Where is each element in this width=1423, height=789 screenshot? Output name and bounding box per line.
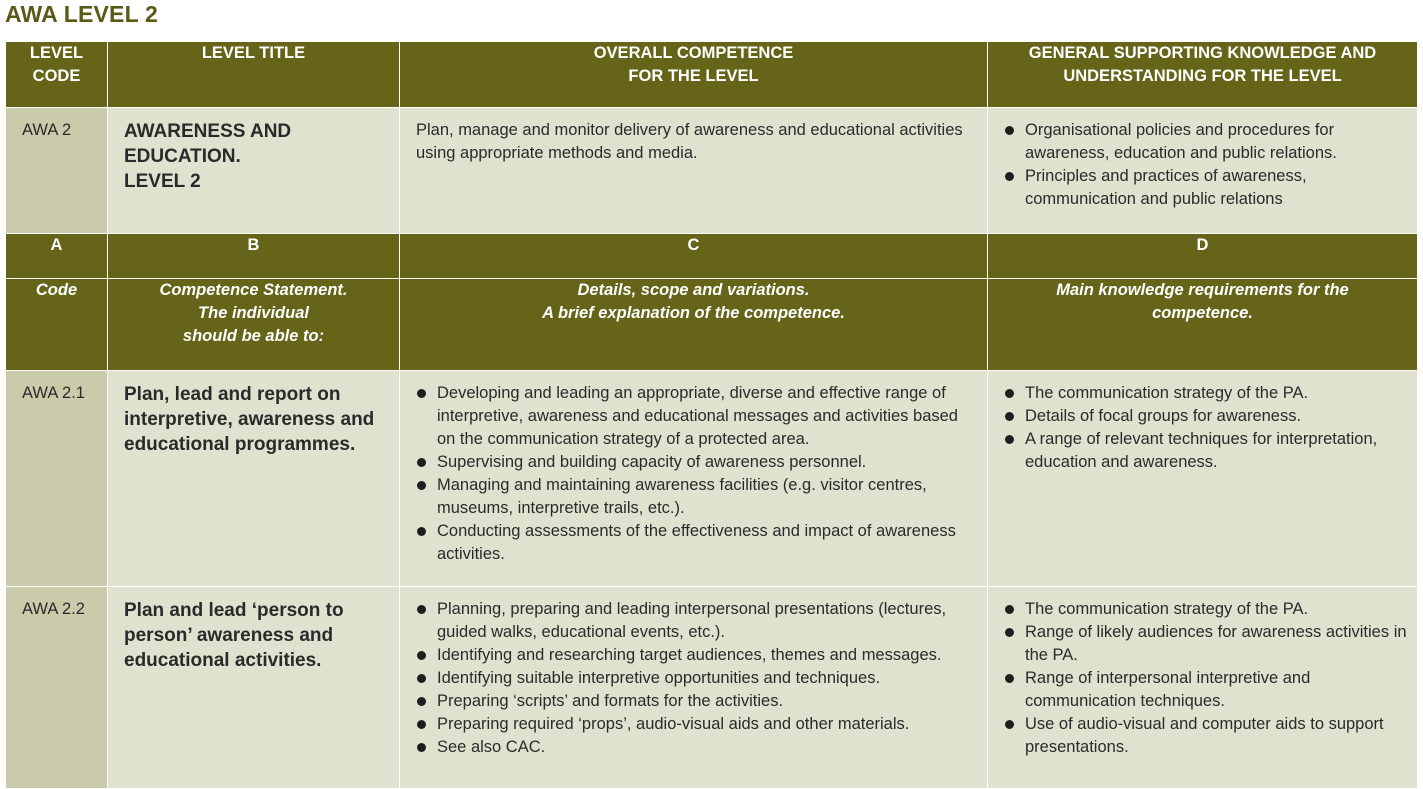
list-item: Range of likely audiences for awareness activities in the PA.: [1004, 621, 1407, 667]
sub-header-competence-statement: Competence Statement. The individual should be able to:: [108, 279, 400, 371]
list-item: Supervising and building capacity of awareness personnel.: [416, 451, 977, 474]
sub-header-details: Details, scope and variations. A brief explanation of the competence.: [400, 279, 988, 371]
column-letter-d: D: [988, 234, 1418, 279]
list-item: The communication strategy of the PA.: [1004, 382, 1407, 405]
row-details-cell: [400, 371, 988, 587]
list-item: Principles and practices of awareness, communication and public relations: [1004, 165, 1407, 211]
row-code-cell: AWA 2.2: [6, 587, 108, 789]
competence-table: [5, 41, 1418, 789]
list-item: Preparing ‘scripts’ and formats for the activities.: [416, 690, 977, 713]
list-item: Planning, preparing and leading interpersonal presentations (lectures, guided walks, educational events, etc.).: [416, 598, 977, 644]
list-item: Details of focal groups for awareness.: [1004, 405, 1407, 428]
table-row: [6, 371, 1418, 587]
header-level-title: LEVEL TITLE: [108, 42, 400, 108]
list-item: Managing and maintaining awareness facilities (e.g. visitor centres, museums, interpretive trails, etc.).: [416, 474, 977, 520]
details-list: [416, 382, 977, 566]
row-details-cell: [400, 587, 988, 789]
list-item: Preparing required ‘props’, audio-visual aids and other materials.: [416, 713, 977, 736]
knowledge-list: [1004, 598, 1407, 759]
list-item: Range of interpersonal interpretive and communication techniques.: [1004, 667, 1407, 713]
table-row: [6, 587, 1418, 789]
row-statement-cell: Plan and lead ‘person to person’ awareness and educational activities.: [108, 587, 400, 789]
column-letter-b: B: [108, 234, 400, 279]
sub-header-knowledge: Main knowledge requirements for the competence.: [988, 279, 1418, 371]
list-item: Identifying and researching target audiences, themes and messages.: [416, 644, 977, 667]
header-overall-competence: OVERALL COMPETENCE FOR THE LEVEL: [400, 42, 988, 108]
header-general-knowledge: GENERAL SUPPORTING KNOWLEDGE AND UNDERSTANDING FOR THE LEVEL: [988, 42, 1418, 108]
level-competence-cell: Plan, manage and monitor delivery of awareness and educational activities using appropriate methods and media.: [400, 108, 988, 234]
sub-header-row: [6, 279, 1418, 371]
level-knowledge-list: [1004, 119, 1407, 211]
list-item: A range of relevant techniques for interpretation, education and awareness.: [1004, 428, 1407, 474]
level-row: [6, 108, 1418, 234]
row-knowledge-cell: [988, 371, 1418, 587]
knowledge-list: [1004, 382, 1407, 474]
row-code-cell: AWA 2.1: [6, 371, 108, 587]
list-item: See also CAC.: [416, 736, 977, 759]
header-level-code: LEVEL CODE: [6, 42, 108, 108]
list-item: Organisational policies and procedures for awareness, education and public relations.: [1004, 119, 1407, 165]
column-letter-row: [6, 234, 1418, 279]
column-letter-c: C: [400, 234, 988, 279]
level-title-cell: AWARENESS AND EDUCATION. LEVEL 2: [108, 108, 400, 234]
details-list: [416, 598, 977, 759]
row-knowledge-cell: [988, 587, 1418, 789]
list-item: Identifying suitable interpretive opportunities and techniques.: [416, 667, 977, 690]
row-statement-cell: Plan, lead and report on interpretive, awareness and educational programmes.: [108, 371, 400, 587]
list-item: Use of audio-visual and computer aids to support presentations.: [1004, 713, 1407, 759]
level-knowledge-cell: [988, 108, 1418, 234]
list-item: Conducting assessments of the effectiveness and impact of awareness activities.: [416, 520, 977, 566]
column-letter-a: A: [6, 234, 108, 279]
level-code-cell: AWA 2: [6, 108, 108, 234]
list-item: The communication strategy of the PA.: [1004, 598, 1407, 621]
list-item: Developing and leading an appropriate, diverse and effective range of interpretive, awareness and educational messages and activities based on the communication strategy of a protected area.: [416, 382, 977, 451]
table-header-row: [6, 42, 1418, 108]
page-title: AWA LEVEL 2: [5, 1, 159, 27]
sub-header-code: Code: [6, 279, 108, 371]
